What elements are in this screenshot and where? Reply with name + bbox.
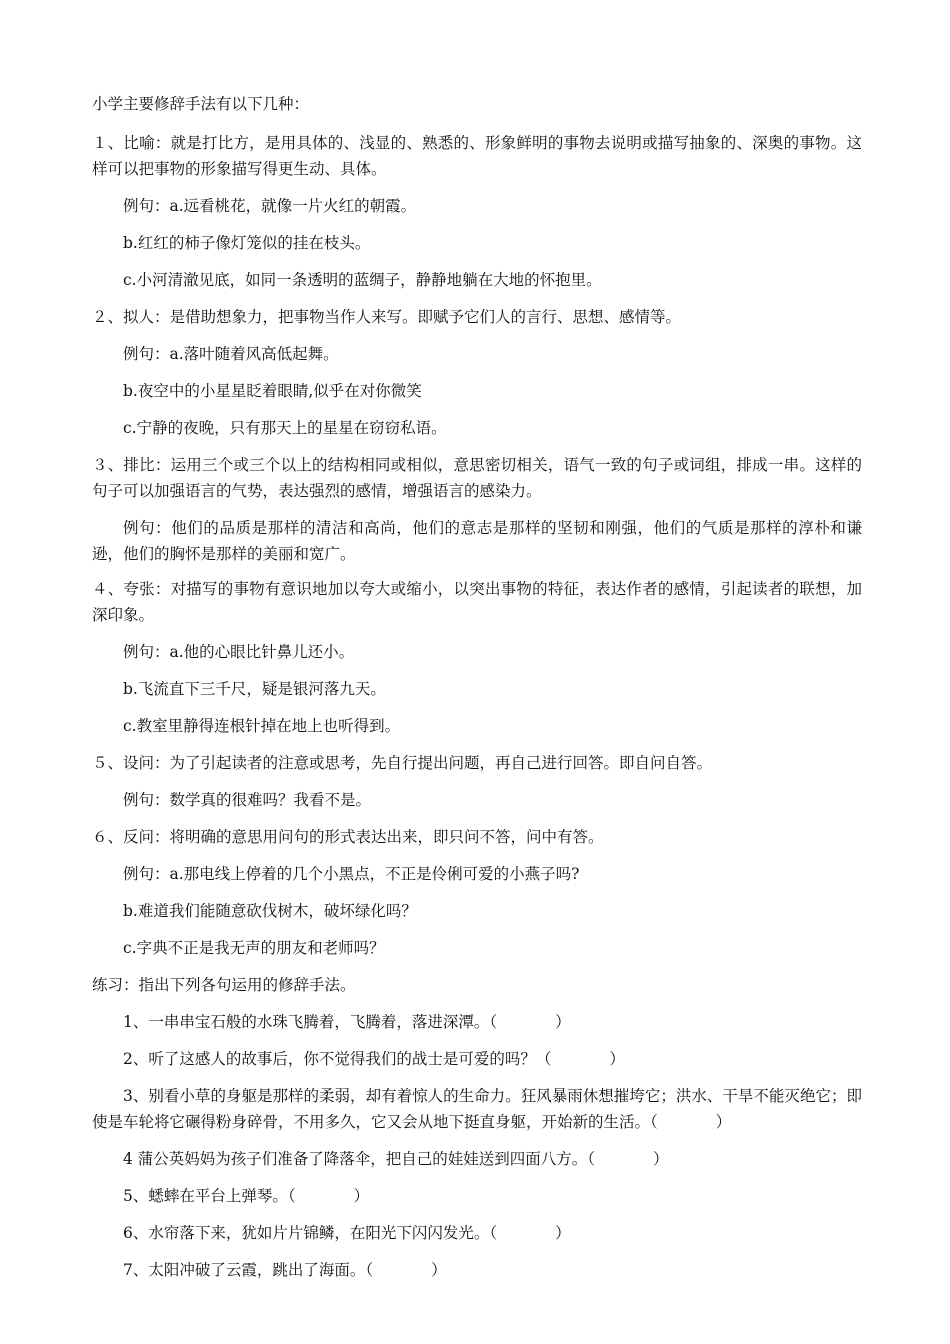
question-text: 7、太阳冲破了云霞，跳出了海面。（ <box>123 1261 374 1279</box>
question-text: 4 蒲公英妈妈为孩子们准备了降落伞，把自己的娃娃送到四面八方。（ <box>123 1150 596 1168</box>
question-close: ） <box>555 1013 571 1031</box>
item-6-definition: ６、反问：将明确的意思用问句的形式表达出来，即只问不答，问中有答。 <box>92 828 604 846</box>
question-close: ） <box>609 1050 625 1068</box>
exercise-question-5 <box>123 1183 863 1209</box>
item-5-example: 例句：数学真的很难吗？我看不是。 <box>123 791 372 809</box>
item-6-example-b: b.难道我们能随意砍伐树木，破坏绿化吗？ <box>123 902 417 920</box>
question-close: ） <box>715 1113 732 1131</box>
item-4-example-c: c.教室里静得连根针掉在地上也听得到。 <box>123 717 401 735</box>
item-2-example-c: c.宁静的夜晚，只有那天上的星星在窃窃私语。 <box>123 419 447 437</box>
item-2-example-b: b.夜空中的小星星眨着眼睛,似乎在对你微笑 <box>123 382 422 400</box>
question-text: 3、别看小草的身躯是那样的柔弱，却有着惊人的生命力。狂风暴雨休想摧垮它；洪水、干旱不能灭绝它；即使是车轮将它碾得粉身碎骨，不用多久，它又会从地下挺直身躯，开始新的生活。（ <box>92 1087 862 1131</box>
item-3-example: 例句：他们的品质是那样的清洁和高尚，他们的意志是那样的坚韧和刚强，他们的气质是那样的淳朴和谦逊，他们的胸怀是那样的美丽和宽广。 <box>92 519 862 563</box>
item-1-example-b: b.红红的柿子像灯笼似的挂在枝头。 <box>123 234 371 252</box>
exercise-question-6 <box>123 1220 863 1246</box>
question-text: 6、水帘落下来，犹如片片锦鳞，在阳光下闪闪发光。（ <box>123 1224 498 1242</box>
item-3-definition: ３、排比：运用三个或三个以上的结构相同或相似，意思密切相关，语气一致的句子或词组，排成一串。这样的句子可以加强语言的气势，表达强烈的感情，增强语言的感染力。 <box>92 456 862 500</box>
document-title: 小学主要修辞手法有以下几种： <box>92 95 310 113</box>
exercise-question-4 <box>123 1146 863 1172</box>
question-close: ） <box>653 1150 669 1168</box>
question-close: ） <box>431 1261 447 1279</box>
item-2-example-a: 例句：a.落叶随着风高低起舞。 <box>123 345 339 363</box>
item-1-definition: １、比喻：就是打比方，是用具体的、浅显的、熟悉的、形象鲜明的事物去说明或描写抽象的、深奥的事物。这样可以把事物的形象描写得更生动、具体。 <box>92 134 862 178</box>
question-text: 5、蟋蟀在平台上弹琴。（ <box>123 1187 296 1205</box>
exercise-question-7 <box>123 1257 863 1283</box>
question-close: ） <box>353 1187 370 1205</box>
item-6-example-a: 例句：a.那电线上停着的几个小黑点，不正是伶俐可爱的小燕子吗? <box>123 865 580 883</box>
item-5-definition: ５、设问：为了引起读者的注意或思考，先自行提出问题，再自己进行回答。即自问自答。 <box>92 754 713 772</box>
item-1-example-a: 例句：a.远看桃花，就像一片火红的朝霞。 <box>123 197 417 215</box>
exercise-title: 练习：指出下列各句运用的修辞手法。 <box>92 976 356 994</box>
exercise-question-1 <box>123 1009 863 1035</box>
exercise-question-3 <box>92 1083 862 1135</box>
question-close: ） <box>555 1224 571 1242</box>
item-4-example-a: 例句：a.他的心眼比针鼻儿还小。 <box>123 643 355 661</box>
item-1-example-c: c.小河清澈见底，如同一条透明的蓝绸子，静静地躺在大地的怀抱里。 <box>123 271 602 289</box>
question-text: 2、听了这感人的故事后，你不觉得我们的战士是可爱的吗？（ <box>123 1050 552 1068</box>
item-4-definition: ４、夸张：对描写的事物有意识地加以夸大或缩小，以突出事物的特征，表达作者的感情，引起读者的联想，加深印象。 <box>92 580 862 624</box>
item-4-example-b: b.飞流直下三千尺，疑是银河落九天。 <box>123 680 386 698</box>
exercise-question-2 <box>123 1046 863 1072</box>
item-6-example-c: c.字典不正是我无声的朋友和老师吗？ <box>123 939 385 957</box>
question-text: 1、一串串宝石般的水珠飞腾着，飞腾着，落进深潭。（ <box>123 1013 498 1031</box>
item-2-definition: ２、拟人：是借助想象力，把事物当作人来写。即赋予它们人的言行、思想、感情等。 <box>92 308 682 326</box>
